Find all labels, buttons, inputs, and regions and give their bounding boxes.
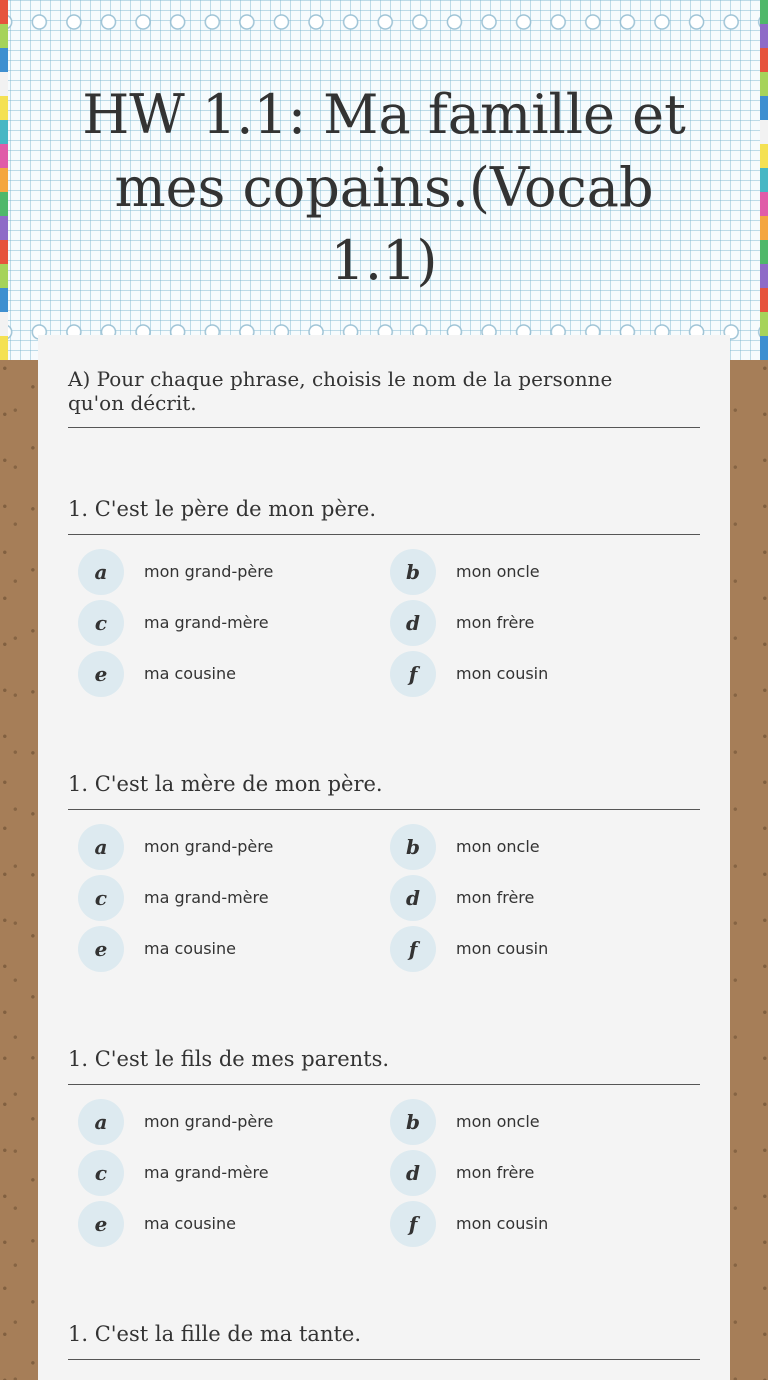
option-letter: b [390, 549, 436, 595]
option-a[interactable] [78, 824, 378, 870]
edge-stripe [0, 48, 8, 72]
option-letter: f [390, 651, 436, 697]
edge-stripe [760, 96, 768, 120]
edge-stripe [0, 312, 8, 336]
edge-stripe [760, 72, 768, 96]
edge-stripe [0, 96, 8, 120]
option-letter: e [78, 1201, 124, 1247]
edge-stripe [760, 312, 768, 336]
option-label: mon oncle [456, 562, 540, 581]
notebook-rings-top [0, 12, 768, 32]
question-text: 1. C'est la fille de ma tante. [68, 1322, 362, 1346]
option-letter: b [390, 824, 436, 870]
edge-stripe [760, 264, 768, 288]
option-label: mon oncle [456, 1112, 540, 1131]
edge-stripe [760, 216, 768, 240]
option-label: mon cousin [456, 1214, 549, 1233]
option-f[interactable] [390, 926, 690, 972]
option-letter: d [390, 875, 436, 921]
edge-stripe [760, 0, 768, 24]
option-letter: f [390, 926, 436, 972]
option-letter: e [78, 926, 124, 972]
option-label: ma cousine [144, 1214, 236, 1233]
instructions-divider [68, 427, 700, 428]
instructions: A) Pour chaque phrase, choisis le nom de la personne qu'on décrit. [68, 367, 613, 415]
option-letter: a [78, 1099, 124, 1145]
option-label: ma cousine [144, 664, 236, 683]
edge-stripe [760, 288, 768, 312]
color-edge-right [760, 0, 768, 360]
option-d[interactable] [390, 600, 690, 646]
option-letter: e [78, 651, 124, 697]
edge-stripe [0, 216, 8, 240]
edge-stripe [0, 72, 8, 96]
option-e[interactable] [78, 651, 378, 697]
option-label: mon frère [456, 613, 535, 632]
edge-stripe [0, 264, 8, 288]
header-banner [0, 0, 768, 360]
option-letter: c [78, 875, 124, 921]
option-label: ma grand-mère [144, 888, 269, 907]
option-label: ma grand-mère [144, 613, 269, 632]
option-b[interactable] [390, 1099, 690, 1145]
edge-stripe [760, 120, 768, 144]
edge-stripe [760, 48, 768, 72]
question-divider [68, 809, 700, 810]
option-label: mon grand-père [144, 562, 274, 581]
option-label: mon oncle [456, 837, 540, 856]
option-label: ma grand-mère [144, 1163, 269, 1182]
option-letter: c [78, 600, 124, 646]
edge-stripe [0, 0, 8, 24]
option-b[interactable] [390, 549, 690, 595]
edge-stripe [0, 144, 8, 168]
option-b[interactable] [390, 824, 690, 870]
option-letter: d [390, 600, 436, 646]
option-label: mon cousin [456, 664, 549, 683]
option-letter: c [78, 1150, 124, 1196]
edge-stripe [760, 336, 768, 360]
option-c[interactable] [78, 600, 378, 646]
option-e[interactable] [78, 1201, 378, 1247]
edge-stripe [0, 120, 8, 144]
edge-stripe [760, 144, 768, 168]
option-label: mon cousin [456, 939, 549, 958]
option-letter: b [390, 1099, 436, 1145]
question-divider [68, 1084, 700, 1085]
option-a[interactable] [78, 1099, 378, 1145]
option-c[interactable] [78, 875, 378, 921]
option-letter: a [78, 824, 124, 870]
edge-stripe [760, 168, 768, 192]
option-label: mon grand-père [144, 837, 274, 856]
question-text: 1. C'est le père de mon père. [68, 497, 377, 521]
edge-stripe [0, 168, 8, 192]
edge-stripe [760, 240, 768, 264]
edge-stripe [0, 336, 8, 360]
question-text: 1. C'est la mère de mon père. [68, 772, 383, 796]
edge-stripe [760, 24, 768, 48]
option-letter: a [78, 549, 124, 595]
option-a[interactable] [78, 549, 378, 595]
edge-stripe [0, 288, 8, 312]
option-f[interactable] [390, 1201, 690, 1247]
option-c[interactable] [78, 1150, 378, 1196]
question-text: 1. C'est le fils de mes parents. [68, 1047, 390, 1071]
question-divider [68, 1359, 700, 1360]
question-divider [68, 534, 700, 535]
option-label: ma cousine [144, 939, 236, 958]
edge-stripe [760, 192, 768, 216]
option-e[interactable] [78, 926, 378, 972]
option-label: mon grand-père [144, 1112, 274, 1131]
color-edge-left [0, 0, 8, 360]
option-letter: f [390, 1201, 436, 1247]
edge-stripe [0, 24, 8, 48]
page-title: HW 1.1: Ma famille et mes copains.(Vocab 1.1) [82, 83, 686, 292]
option-letter: d [390, 1150, 436, 1196]
edge-stripe [0, 192, 8, 216]
option-label: mon frère [456, 888, 535, 907]
option-d[interactable] [390, 875, 690, 921]
option-d[interactable] [390, 1150, 690, 1196]
option-f[interactable] [390, 651, 690, 697]
worksheet-card [38, 335, 730, 1380]
option-label: mon frère [456, 1163, 535, 1182]
edge-stripe [0, 240, 8, 264]
